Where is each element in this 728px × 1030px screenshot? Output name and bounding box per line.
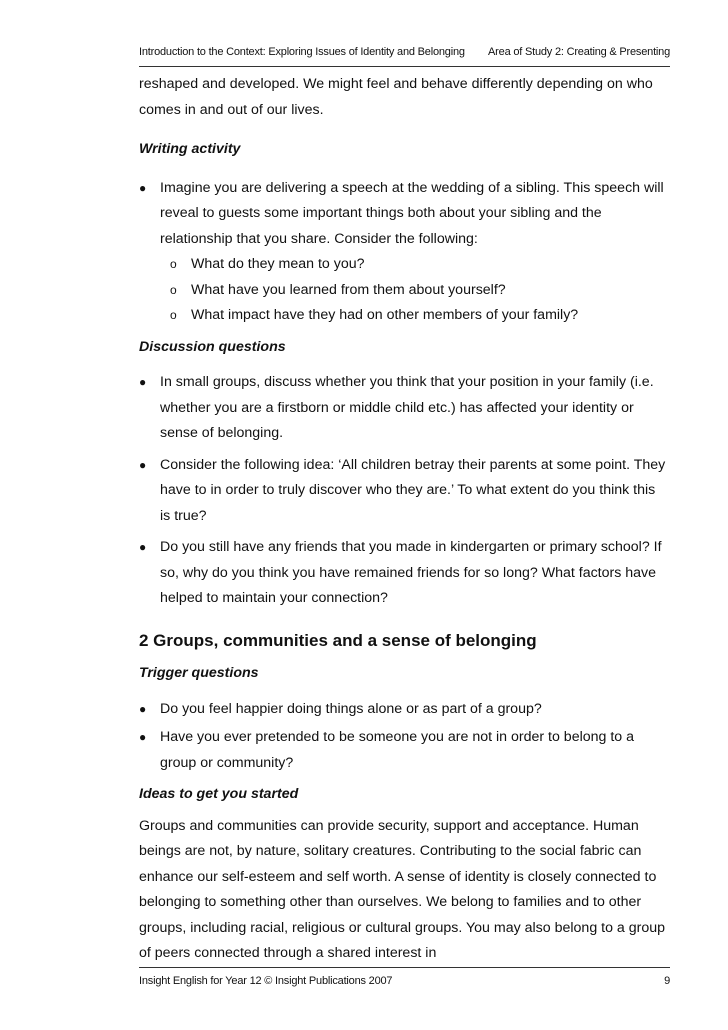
writing-activity-bullet (139, 176, 669, 253)
bullet-icon: ● (139, 730, 147, 744)
trigger-text: Do you feel happier doing things alone or as part of a group? (160, 700, 542, 717)
header-right-text: Area of Study 2: Creating & Presenting (488, 46, 670, 58)
circle-bullet-icon: o (170, 282, 177, 297)
trigger-questions-heading: Trigger questions (139, 665, 259, 681)
discussion-text: In small groups, discuss whether you think that your position in your family (i.e. whether you are a firstborn or middle child etc.) has affected your identity or sense of belonging. (160, 374, 654, 441)
discussion-bullet (139, 453, 669, 530)
bullet-icon: ● (139, 457, 147, 472)
page-number: 9 (664, 975, 670, 987)
discussion-bullet (139, 535, 669, 612)
writing-activity-text: Imagine you are delivering a speech at the wedding of a sibling. This speech will reveal to guests some important things both about your sibling and the relationship that you share. Consider the following: (160, 179, 664, 247)
trigger-bullet (139, 725, 669, 776)
discussion-text: Do you still have any friends that you made in kindergarten or primary school? If so, why do you think you have remained friends for so long? What factors have helped to maintain your connection? (160, 539, 662, 606)
ideas-paragraph: Groups and communities can provide security, support and acceptance. Human beings are not, by nature, solitary creatures. Contributing to the social fabric can enhance our self-esteem and self worth. A sense of identity is closely connected to belonging to something other than ourselves. We belong to families and to other groups, including racial, religious or cultural groups. You may also belong to a group of peers connected through a shared interest in (139, 817, 666, 962)
sub-item (139, 278, 669, 304)
header-left-text: Introduction to the Context: Exploring Issues of Identity and Belonging (139, 46, 465, 58)
bullet-icon: ● (139, 180, 147, 195)
page-body (139, 72, 669, 967)
writing-activity-heading: Writing activity (139, 141, 241, 157)
trigger-bullet (139, 697, 669, 723)
intro-paragraph: reshaped and developed. We might feel and behave differently depending on who comes in and out of our lives. (139, 76, 653, 118)
bullet-icon: ● (139, 375, 147, 389)
discussion-text: Consider the following idea: ‘All children betray their parents at some point. They have to in order to truly discover who they are.’ To what extent do you think this is true? (160, 456, 666, 524)
sub-item (139, 252, 669, 278)
footer-copyright: Insight English for Year 12 © Insight Publications 2007 (139, 975, 393, 987)
discussion-bullet (139, 370, 669, 447)
sub-item-text: What have you learned from them about yourself? (191, 281, 506, 298)
sub-item-text: What impact have they had on other members of your family? (191, 307, 579, 323)
bullet-icon: ● (139, 540, 147, 554)
section-2-title: 2 Groups, communities and a sense of belonging (139, 630, 537, 650)
bullet-icon: ● (139, 701, 147, 716)
discussion-heading: Discussion questions (139, 338, 286, 355)
ideas-heading: Ideas to get you started (139, 786, 299, 802)
trigger-text: Have you ever pretended to be someone you are not in order to belong to a group or community? (160, 729, 635, 771)
circle-bullet-icon: o (170, 308, 177, 322)
sub-item-text: What do they mean to you? (191, 256, 365, 272)
sub-item (139, 303, 669, 329)
page-header (139, 42, 670, 67)
circle-bullet-icon: o (170, 257, 177, 271)
page-footer (139, 967, 670, 988)
